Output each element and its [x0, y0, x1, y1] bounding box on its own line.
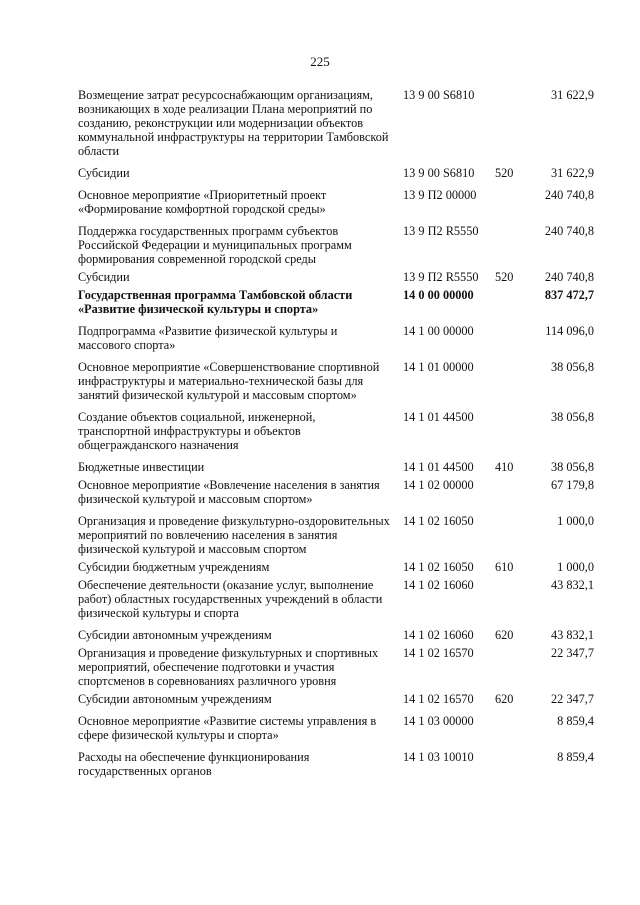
row-amount: 240 740,8: [544, 224, 594, 238]
row-amount: 114 096,0: [545, 324, 594, 338]
row-code: 14 0 00 00000: [403, 288, 474, 302]
row-expense-type: 610: [495, 560, 514, 574]
row-amount: 38 056,8: [550, 360, 594, 374]
row-code: 14 1 02 16050: [403, 560, 474, 574]
row-amount: 38 056,8: [550, 460, 594, 474]
table-row: [78, 750, 598, 778]
table-row: [78, 88, 598, 158]
row-code: 13 9 П2 00000: [403, 188, 477, 202]
row-amount: 837 472,7: [544, 288, 594, 302]
row-code: 13 9 00 S6810: [403, 88, 475, 102]
row-code: 14 1 02 16570: [403, 692, 474, 706]
row-name: Расходы на обеспечение функционирования государственных органов: [78, 750, 310, 778]
row-code: 13 9 00 S6810: [403, 166, 475, 180]
row-amount: 22 347,7: [550, 646, 594, 660]
row-name: Основное мероприятие «Совершенствование спортивной инфраструктуры и материально-технической базы для занятий физической культурой и массовым спортом»: [78, 360, 380, 402]
row-name: Организация и проведение физкультурно-оздоровительных мероприятий по вовлечению населения в занятия физической культурой и массовым спортом: [78, 514, 390, 556]
row-name: Основное мероприятие «Вовлечение населения в занятия физической культурой и массовым спортом»: [78, 478, 380, 506]
row-amount: 1 000,0: [557, 560, 594, 574]
row-name: Организация и проведение физкультурных и спортивных мероприятий, обеспечение подготовки и участия спортсменов в соревнованиях различного уровня: [78, 646, 379, 688]
budget-table: [78, 88, 598, 778]
row-amount: 240 740,8: [544, 188, 594, 202]
row-amount: 1 000,0: [557, 514, 594, 528]
row-amount: 43 832,1: [550, 628, 594, 642]
table-row: [78, 166, 598, 180]
table-row: [78, 514, 598, 556]
row-code: 14 1 02 16060: [403, 578, 474, 592]
table-row: [78, 628, 598, 642]
table-row: [78, 188, 598, 216]
table-row: [78, 270, 598, 284]
page-number: 225: [310, 54, 330, 69]
row-code: 14 1 02 00000: [403, 478, 474, 492]
row-name: Основное мероприятие «Развитие системы управления в сфере физической культуры и спорта»: [78, 714, 377, 742]
row-amount: 31 622,9: [550, 166, 594, 180]
row-code: 13 9 П2 R5550: [403, 224, 479, 238]
row-name: Субсидии: [78, 166, 130, 180]
row-code: 14 1 01 44500: [403, 410, 474, 424]
row-code: 14 1 03 10010: [403, 750, 474, 764]
row-amount: 67 179,8: [550, 478, 594, 492]
row-name: Государственная программа Тамбовской области «Развитие физической культуры и спорта»: [78, 288, 353, 316]
row-expense-type: 620: [495, 628, 514, 642]
table-row: [78, 692, 598, 706]
row-expense-type: 620: [495, 692, 514, 706]
row-name: Субсидии автономным учреждениям: [78, 692, 272, 706]
row-name: Подпрограмма «Развитие физической культуры и массового спорта»: [78, 324, 338, 352]
row-name: Основное мероприятие «Приоритетный проект «Формирование комфортной городской среды»: [78, 188, 327, 216]
row-expense-type: 410: [495, 460, 514, 474]
row-name: Создание объектов социальной, инженерной, транспортной инфраструктуры и объектов общегражданского назначения: [78, 410, 316, 452]
table-row: [78, 360, 598, 402]
row-name: Субсидии: [78, 270, 130, 284]
table-row: [78, 478, 598, 506]
row-code: 14 1 02 16570: [403, 646, 474, 660]
row-amount: 22 347,7: [550, 692, 594, 706]
row-name: Субсидии автономным учреждениям: [78, 628, 272, 642]
table-row: [78, 560, 598, 574]
row-amount: 8 859,4: [557, 714, 594, 728]
row-code: 13 9 П2 R5550: [403, 270, 479, 284]
row-code: 14 1 03 00000: [403, 714, 474, 728]
table-row: [78, 578, 598, 620]
row-amount: 240 740,8: [544, 270, 594, 284]
row-name: Обеспечение деятельности (оказание услуг, выполнение работ) областных государственных учреждений в области физической культуры и спорта: [78, 578, 383, 620]
table-row: [78, 646, 598, 688]
table-row: [78, 224, 598, 266]
row-amount: 38 056,8: [550, 410, 594, 424]
table-row: [78, 288, 598, 316]
row-name: Субсидии бюджетным учреждениям: [78, 560, 270, 574]
row-code: 14 1 01 44500: [403, 460, 474, 474]
row-expense-type: 520: [495, 166, 514, 180]
row-code: 14 1 02 16050: [403, 514, 474, 528]
row-amount: 8 859,4: [557, 750, 594, 764]
row-name: Бюджетные инвестиции: [78, 460, 205, 474]
row-name: Возмещение затрат ресурсоснабжающим организациям, возникающих в ходе реализации Плана мероприятий по созданию, реконструкции или модернизации объектов коммунальной инфраструктуры на территории Тамбовской области: [78, 88, 389, 158]
row-amount: 43 832,1: [550, 578, 594, 592]
row-name: Поддержка государственных программ субъектов Российской Федерации и муниципальных программ формирования современной городской среды: [78, 224, 352, 266]
row-code: 14 1 01 00000: [403, 360, 474, 374]
table-row: [78, 460, 598, 474]
row-expense-type: 520: [495, 270, 514, 284]
row-code: 14 1 00 00000: [403, 324, 474, 338]
row-code: 14 1 02 16060: [403, 628, 474, 642]
table-row: [78, 410, 598, 452]
row-amount: 31 622,9: [550, 88, 594, 102]
table-row: [78, 714, 598, 742]
table-row: [78, 324, 598, 352]
